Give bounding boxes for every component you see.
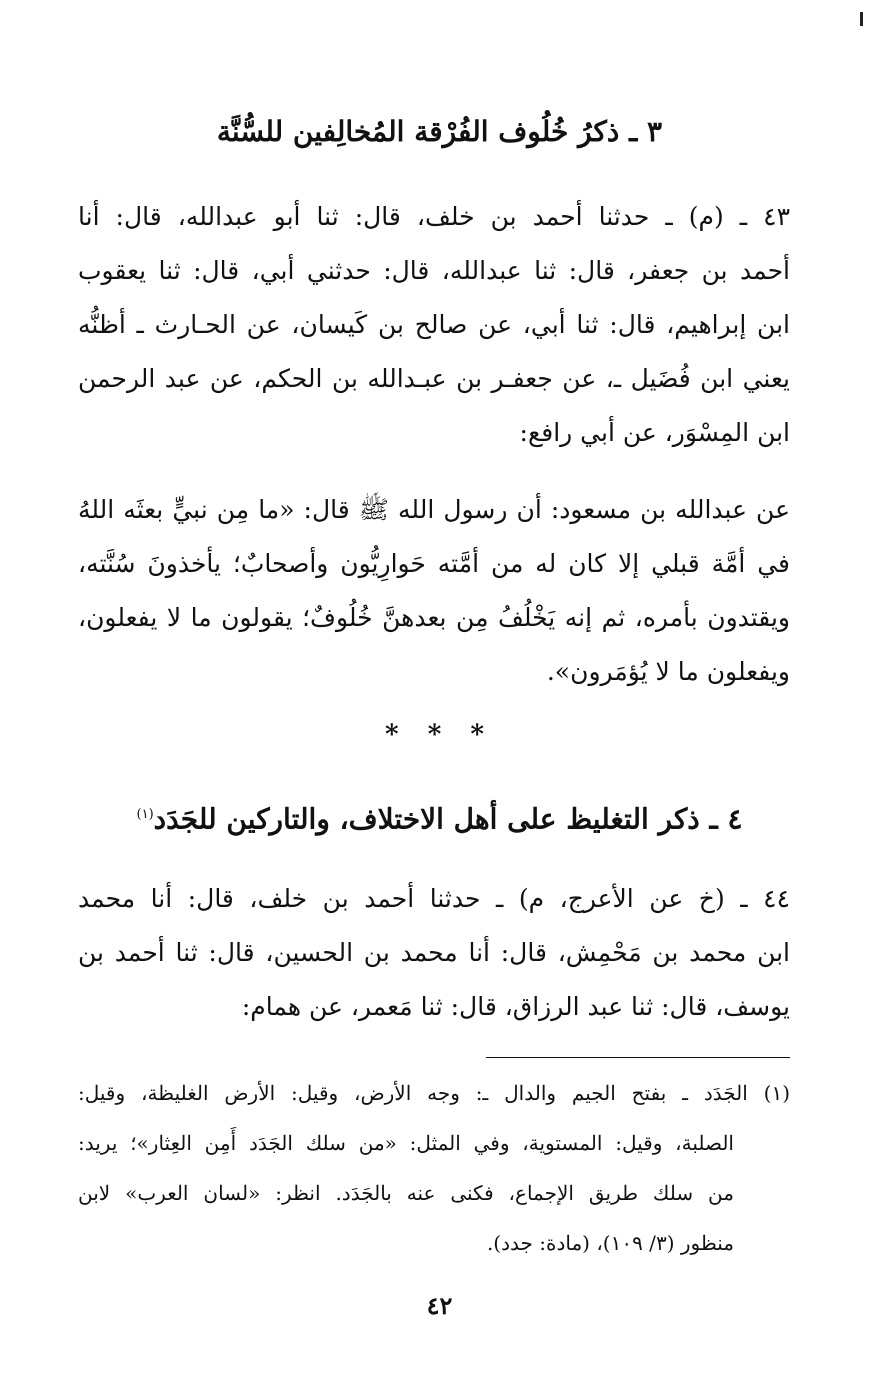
section-separator: * * * — [385, 720, 494, 750]
hadith-44-isnad — [78, 872, 790, 1034]
text-line: في أمَّة قبلي إلا كان له من أمَّته حَوارِيُّون وأصحابٌ؛ يأخذونَ سُنَّته، — [78, 549, 790, 578]
page-number: ٤٢ — [426, 1291, 453, 1320]
footnote — [78, 1068, 790, 1268]
text-line: يعني ابن فُضَيل ـ، عن جعفـر بن عبـدالله بن الحكم، عن عبد الرحمن — [78, 364, 790, 393]
section-heading-4-text: ٤ ـ ذكر التغليظ على أهل الاختلاف، والتاركين للجَدَد — [153, 802, 743, 836]
footnote-ref: (١) — [136, 807, 154, 822]
footnote-line: منظور (٣/ ١٠٩)، (مادة: جدد). — [486, 1231, 734, 1255]
footnote-line: الصلبة، وقيل: المستوية، وفي المثل: «من سلك الجَدَد أَمِن العِثار»؛ يريد: — [78, 1131, 734, 1155]
text-line: أحمد بن جعفر، قال: ثنا عبدالله، قال: حدثني أبي، قال: ثنا يعقوب — [78, 256, 790, 285]
text-line: يوسف، قال: ثنا عبد الرزاق، قال: ثنا مَعمر، عن همام: — [241, 992, 790, 1021]
footnote-line: (١) الجَدَد ـ بفتح الجيم والدال ـ: وجه الأرض، وقيل: الأرض الغليظة، وقيل: — [78, 1081, 790, 1105]
text-line: ابن محمد بن مَحْمِش، قال: أنا محمد بن الحسين، قال: ثنا أحمد بن — [78, 938, 790, 967]
footnote-line: من سلك طريق الإجماع، فكنى عنه بالجَدَد. انظر: «لسان العرب» لابن — [78, 1181, 734, 1205]
text-line: ٤٤ ـ (خ عن الأعرج، م) ـ حدثنا أحمد بن خلف، قال: أنا محمد — [78, 884, 790, 913]
text-line: ويقتدون بأمره، ثم إنه يَخْلُفُ مِن بعدهنَّ خُلُوفٌ؛ يقولون ما لا يفعلون، — [78, 603, 790, 632]
text-line: ويفعلون ما لا يُؤمَرون». — [546, 657, 790, 686]
hadith-43-isnad — [78, 190, 790, 460]
section-heading-3 — [0, 112, 879, 152]
section-heading-4 — [0, 795, 879, 839]
scan-mark — [860, 12, 863, 26]
text-line: ابن المِسْوَر، عن أبي رافع: — [519, 418, 790, 447]
text-line: ابن إبراهيم، قال: ثنا أبي، عن صالح بن كَيسان، عن الحـارث ـ أظنُّه — [78, 310, 790, 339]
section-heading-3-text: ٣ ـ ذكرُ خُلُوف الفُرْقة المُخالِفين للسُّنَّة — [216, 115, 663, 148]
footnote-divider — [486, 1057, 790, 1058]
text-line: عن عبدالله بن مسعود: أن رسول الله ﷺ قال: «ما مِن نبيٍّ بعثَه اللهُ — [78, 495, 790, 524]
hadith-43-matn — [78, 483, 790, 699]
text-line: ٤٣ ـ (م) ـ حدثنا أحمد بن خلف، قال: ثنا أبو عبدالله، قال: أنا — [78, 202, 790, 231]
